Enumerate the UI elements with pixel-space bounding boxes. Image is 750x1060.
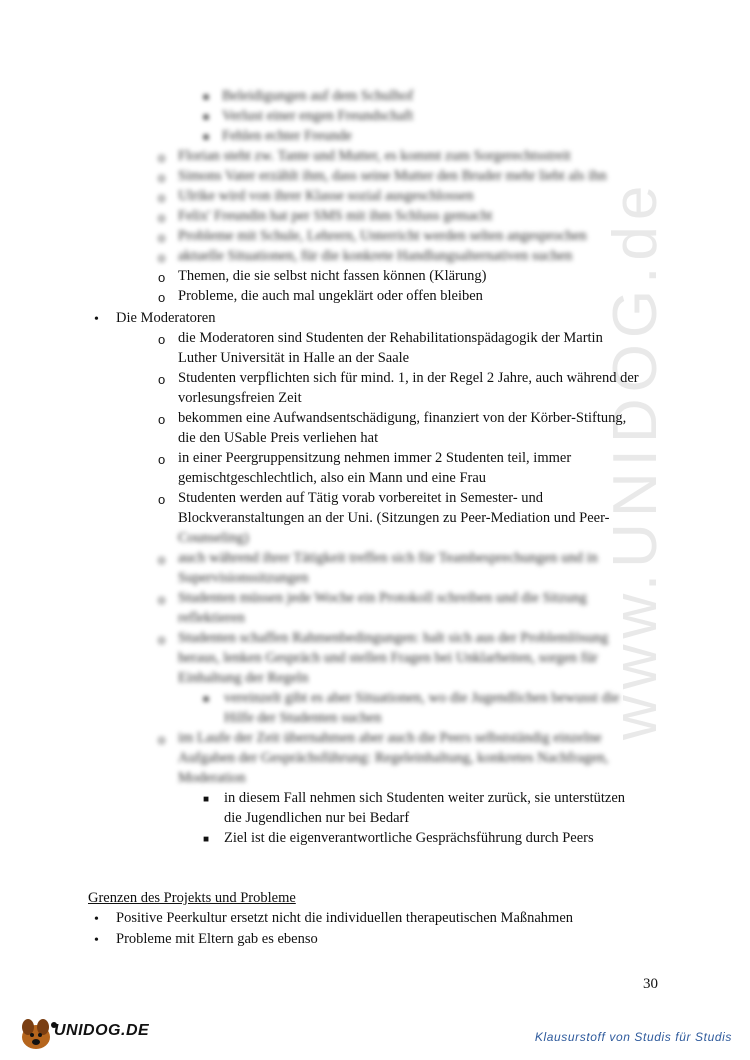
list-item: Felix' Freundin hat per SMS mit ihm Schluss gemacht bbox=[178, 208, 493, 224]
moderator-item-line: Blockveranstaltungen an der Uni. (Sitzungen zu Peer-Mediation und Peer- bbox=[178, 510, 610, 526]
list-item: Simons Vater erzählt ihm, dass seine Mutter den Bruder mehr liebt als ihn bbox=[178, 168, 607, 184]
sub-item: Fehlen echter Freunde bbox=[222, 128, 352, 144]
circle-bullet-icon: o bbox=[158, 270, 166, 285]
circle-bullet-icon: o bbox=[158, 332, 166, 347]
circle-bullet-icon: o bbox=[158, 452, 166, 467]
peer-sub-item-line: in diesem Fall nehmen sich Studenten weiter zurück, sie unterstützen bbox=[224, 790, 626, 806]
footer-tagline: Klausurstoff von Studis für Studis bbox=[534, 1030, 732, 1044]
moderator-item-line: die Moderatoren sind Studenten der Rehabilitationspädagogik der Martin bbox=[178, 330, 603, 346]
circle-bullet-icon: o bbox=[158, 290, 166, 305]
moderator-item-line: die den USable Preis verliehen hat bbox=[178, 430, 379, 446]
square-bullet-icon: ■ bbox=[203, 834, 210, 845]
bullet-icon: • bbox=[94, 312, 99, 327]
list-item-line: Studenten müssen jede Woche ein Protokoll schreiben und die Sitzung bbox=[178, 590, 587, 606]
square-bullet-icon: ■ bbox=[203, 794, 210, 805]
sub-item: Beleidigungen auf dem Schulhof bbox=[222, 88, 414, 104]
moderator-item-line: bekommen eine Aufwandsentschädigung, finanziert von der Körber-Stiftung, bbox=[178, 410, 627, 426]
section-heading: Grenzen des Projekts und Probleme bbox=[88, 890, 296, 906]
bullet-icon: • bbox=[94, 933, 99, 948]
moderator-item-line: Counseling) bbox=[178, 530, 249, 546]
list-item-line: heraus, lenken Gespräch und stellen Fragen bei Unklarheiten, sorgen für bbox=[178, 650, 598, 666]
circle-bullet-icon: o bbox=[158, 412, 166, 427]
list-item: Ulrike wird von ihrer Klasse sozial ausgeschlossen bbox=[178, 188, 474, 204]
limit-item: Positive Peerkultur ersetzt nicht die individuellen therapeutischen Maßnahmen bbox=[116, 910, 574, 926]
list-item: Florian steht zw. Tante und Mutter, es kommt zum Sorgerechtsstreit bbox=[178, 148, 571, 164]
sub-item-line: vereinzelt gibt es aber Situationen, wo die Jugendlichen bewusst die bbox=[224, 690, 620, 706]
list-item-line: Einhaltung der Regeln bbox=[178, 670, 309, 686]
circle-bullet-icon: o bbox=[158, 492, 166, 507]
topic-item: Probleme, die auch mal ungeklärt oder offen bleiben bbox=[178, 288, 483, 304]
moderator-item-line: Studenten werden auf Tätig vorab vorbereitet in Semester- und bbox=[178, 490, 544, 506]
moderator-item-line: vorlesungsfreien Zeit bbox=[178, 390, 302, 406]
list-item-line: Studenten schaffen Rahmenbedingungen: halt sich aus der Problemlösung bbox=[178, 630, 609, 646]
sub-item-line: Hilfe der Studenten suchen bbox=[224, 710, 382, 726]
logo-text: UNIDOG.DE bbox=[54, 1022, 150, 1039]
moderator-item-line: in einer Peergruppensitzung nehmen immer 2 Studenten teil, immer bbox=[178, 450, 572, 466]
list-item-line: Supervisionssitzungen bbox=[178, 570, 309, 586]
moderator-item-line: Luther Universität in Halle an der Saale bbox=[178, 350, 410, 366]
circle-bullet-icon: o bbox=[158, 372, 166, 387]
sub-item: Verlust einer engen Freundschaft bbox=[222, 108, 414, 124]
peer-sub-item-line: die Jugendlichen nur bei Bedarf bbox=[224, 810, 410, 826]
list-item-line: auch während ihrer Tätigkeit treffen sich für Teambesprechungen und in bbox=[178, 550, 598, 566]
topic-item: Themen, die sie selbst nicht fassen können (Klärung) bbox=[178, 268, 487, 284]
list-item-line: Aufgaben der Gesprächsführung: Regeleinhaltung, konkretes Nachfragen, bbox=[178, 750, 609, 766]
section-title: Die Moderatoren bbox=[116, 310, 216, 326]
moderator-item-line: gemischtgeschlechtlich, also ein Mann und eine Frau bbox=[178, 470, 487, 486]
watermark: www.UNIDOG.de bbox=[601, 179, 670, 740]
moderator-item-line: Studenten verpflichten sich für mind. 1, in der Regel 2 Jahre, auch während der bbox=[178, 370, 639, 386]
page-number: 30 bbox=[643, 976, 658, 992]
list-item: Probleme mit Schule, Lehrern, Unterricht werden selten angesprochen bbox=[178, 228, 587, 244]
list-item: aktuelle Situationen, für die konkrete Handlungsalternativen suchen bbox=[178, 248, 573, 264]
limit-item: Probleme mit Eltern gab es ebenso bbox=[116, 931, 318, 947]
list-item-line: Moderation bbox=[178, 770, 246, 786]
bullet-icon: • bbox=[94, 912, 99, 927]
list-item-line: reflektieren bbox=[178, 610, 245, 626]
list-item-line: im Laufe der Zeit übernahmen aber auch die Peers selbstständig einzelne bbox=[178, 730, 602, 746]
peer-sub-item-line: Ziel ist die eigenverantwortliche Gesprächsführung durch Peers bbox=[224, 830, 594, 846]
